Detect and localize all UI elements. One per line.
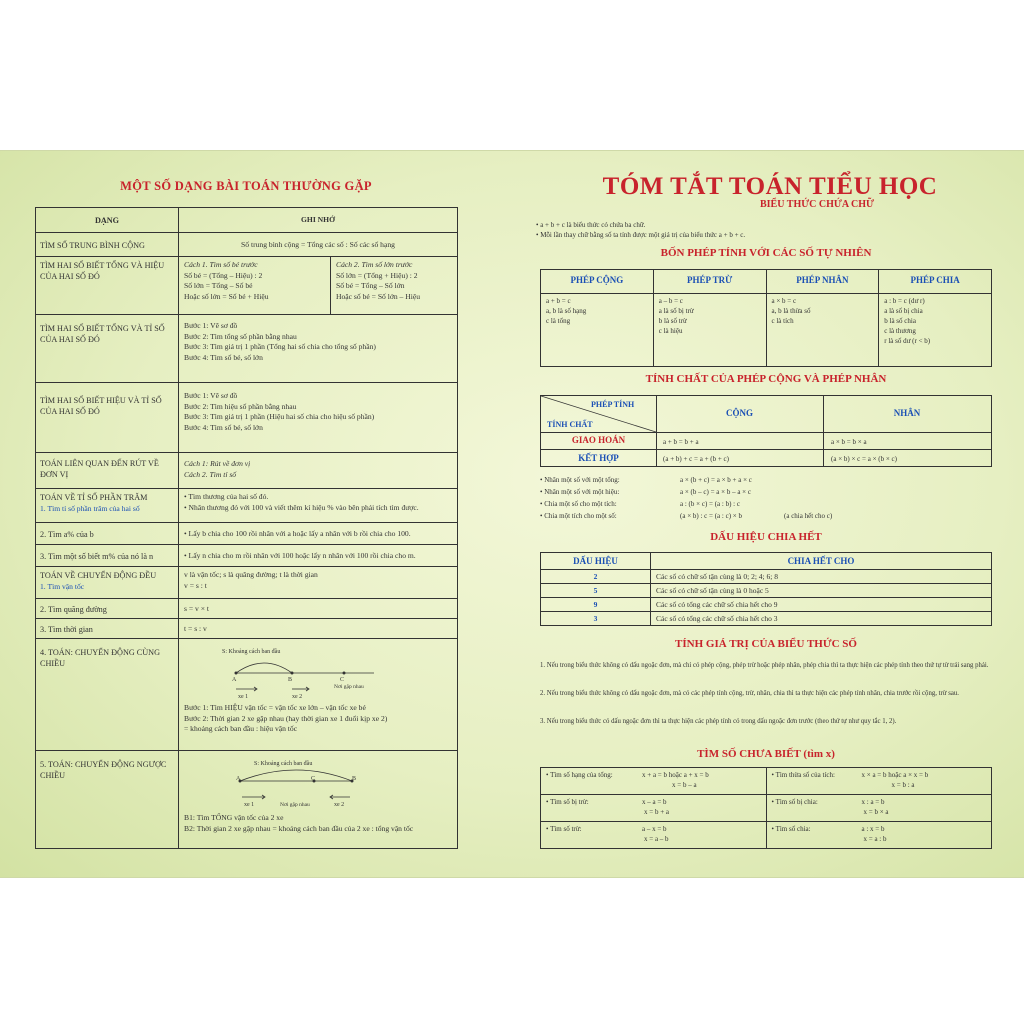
point-label: B [352, 776, 357, 782]
point-label: A [236, 776, 241, 782]
x-cell [541, 768, 767, 795]
extra-expr: (a × b) : c = (a : c) × b [680, 512, 742, 520]
x-eq: a – x = b [642, 825, 667, 833]
x-label: • Tìm số chia: [771, 825, 811, 833]
point-label: A [232, 677, 237, 683]
table-row [36, 566, 457, 598]
x-label: • Tìm số hạng của tổng: [546, 771, 613, 779]
props-table [540, 395, 992, 467]
row-type: TOÁN LIÊN QUAN ĐẾN RÚT VỀ ĐƠN VỊ [36, 453, 179, 488]
ops-line: c là hiệu [658, 327, 683, 335]
table-row [36, 598, 457, 618]
note-line: Hoặc số bé = Số lớn – Hiệu [336, 291, 421, 301]
row-type-sub: 1. Tìm tỉ số phần trăm của hai số [40, 504, 140, 513]
props-title: TÍNH CHẤT CỦA PHÉP CỘNG VÀ PHÉP NHÂN [645, 373, 887, 385]
row-note: • Lấy n chia cho m rồi nhân với 100 hoặc lấy n nhân với 100 rồi chia cho m. [184, 551, 416, 560]
table-row [36, 638, 457, 750]
x-eq: x = b + a [644, 808, 670, 816]
note-line: • Nhân thương đó với 100 và viết thêm kí hiệu % vào bên phải tích tìm được. [184, 502, 419, 512]
ops-line: r là số dư (r < b) [884, 337, 931, 345]
table-row [36, 382, 457, 452]
note-line: Số lớn = (Tổng + Hiệu) : 2 [336, 270, 418, 280]
x-eq: x – a = b [642, 798, 667, 806]
point-label: C [311, 776, 316, 782]
note-line: Bước 4: Tìm số bé, số lớn [184, 422, 263, 432]
row-note [179, 567, 457, 598]
x-cell [766, 822, 992, 849]
divider [541, 432, 991, 433]
note-line: Bước 4: Tìm số bé, số lớn [184, 352, 263, 362]
col-header-note: GHI NHỚ [301, 215, 335, 224]
diag-top-label: PHÉP TÍNH [591, 400, 635, 409]
find-x-table [540, 767, 992, 849]
note-line: v là vận tốc; s là quãng đường; t là thời gian [184, 570, 318, 579]
left-section-title: MỘT SỐ DẠNG BÀI TOÁN THƯỜNG GẶP [120, 179, 372, 193]
props-col-add: CỘNG [726, 408, 753, 418]
row-type: TÌM HAI SỐ BIẾT HIỆU VÀ TỈ SỐ CỦA HAI SỐ ĐÓ [36, 383, 179, 452]
same-direction-diagram [184, 645, 452, 703]
diagram-label: xe 1 [238, 694, 249, 700]
ops-head: PHÉP CHIA [879, 270, 992, 294]
note-line: Cách 1. Tìm số bé trước [184, 260, 258, 269]
x-cell [766, 768, 992, 795]
row-type [36, 567, 179, 598]
props-col-mul: NHÂN [893, 408, 921, 418]
ops-cell [653, 294, 766, 367]
table-row [36, 256, 457, 314]
diagram-label: Nơi gặp nhau [334, 684, 364, 690]
div-rule: Các số có chữ số tận cùng là 0 hoặc 5 [651, 584, 992, 598]
ops-line: a × b = c [771, 297, 797, 305]
main-title: TÓM TẮT TOÁN TIỂU HỌC [602, 173, 938, 200]
ops-cell [766, 294, 879, 367]
eval-rule: 3. Nếu trong biểu thức có dấu ngoặc đơn thì ta thực hiện các phép tính có trong dấu ngoặc đơn trước (theo thứ tự như quy tắc 1, 2). [540, 718, 897, 725]
note-line: Số bé = (Tổng – Hiệu) : 2 [184, 270, 263, 280]
method-2 [331, 257, 457, 314]
row-type-title: TOÁN VỀ CHUYỂN ĐỘNG ĐỀU [40, 571, 157, 580]
ops-line: a : b = c (dư r) [884, 297, 925, 305]
divisibility-table [540, 552, 992, 626]
table-row [36, 522, 457, 544]
diagram-label: xe 2 [292, 694, 303, 700]
row-note: t = s : v [184, 624, 207, 633]
row-note: • Lấy b chia cho 100 rồi nhân với a hoặc lấy a nhân với b rồi chia cho 100. [184, 529, 411, 538]
ops-cell [879, 294, 992, 367]
note-line: Bước 2: Tìm tổng số phần bằng nhau [184, 331, 297, 341]
note-line: Bước 3: Tìm giá trị 1 phần (Hiệu hai số chia cho hiệu số phần) [184, 412, 375, 422]
extra-label: • Nhân một số với một hiệu: [540, 488, 620, 496]
row-type-title: TOÁN VỀ TỈ SỐ PHẦN TRĂM [40, 493, 148, 502]
x-eq: x = b : a [891, 781, 915, 789]
extra-expr: a : (b × c) = (a : b) : c [680, 500, 740, 508]
table-row [36, 452, 457, 488]
extra-label: • Nhân một số với một tổng: [540, 476, 620, 484]
eval-title: TÍNH GIÁ TRỊ CỦA BIỂU THỨC SỐ [675, 638, 857, 650]
row-type: 4. TOÁN: CHUYỂN ĐỘNG CÙNG CHIỀU [36, 639, 179, 750]
div-num: 3 [541, 612, 651, 626]
row-note [179, 751, 457, 848]
note-line: Bước 1: Tìm HIỆU vận tốc = vận tốc xe lớn – vận tốc xe bé [184, 703, 366, 712]
divider [823, 396, 824, 466]
table-row [36, 618, 457, 638]
method-1 [179, 257, 331, 314]
row-note [179, 489, 457, 522]
prop-add: (a + b) + c = a + (b + c) [663, 455, 729, 463]
point-label: C [340, 677, 345, 683]
ops-line: a, b là số hạng [546, 307, 587, 315]
ops-line: a – b = c [658, 297, 683, 305]
row-note [179, 315, 457, 382]
div-head: DẤU HIỆU [541, 553, 651, 570]
ops-line: a là số bị chia [884, 307, 923, 315]
table-row [36, 488, 457, 522]
note-line: v = s : t [184, 580, 207, 590]
extra-label: • Chia một số cho một tích: [540, 500, 617, 508]
ops-head: PHÉP CỘNG [541, 270, 654, 294]
x-eq: a : x = b [861, 825, 885, 833]
ops-line: a, b là thừa số [771, 307, 811, 315]
row-type: TÌM SỐ TRUNG BÌNH CỘNG [36, 233, 179, 256]
table-header-row [36, 208, 457, 232]
div-rule: Các số có tổng các chữ số chia hết cho 3 [651, 612, 992, 626]
row-type: TÌM HAI SỐ BIẾT TỔNG VÀ HIỆU CỦA HAI SỐ ĐÓ [36, 257, 179, 314]
note-line: = khoảng cách ban đầu : hiệu vận tốc [184, 724, 298, 734]
x-label: • Tìm thừa số của tích: [771, 771, 835, 779]
opposite-direction-diagram [184, 757, 452, 813]
row-note [179, 257, 457, 314]
col-header-type: DẠNG [36, 208, 179, 232]
table-row [36, 750, 457, 848]
ops-line: a + b = c [546, 297, 571, 305]
point-label: B [288, 677, 293, 683]
note-line: Bước 3: Tìm giá trị 1 phần (Tổng hai số chia cho tổng số phần) [184, 342, 376, 352]
divider [541, 449, 991, 450]
x-eq: x × a = b hoặc a × x = b [861, 771, 929, 779]
eval-rule: 1. Nếu trong biểu thức không có dấu ngoặc đơn, mà chỉ có phép cộng, phép trừ hoặc phép nhân, phép chia thì ta thực hiện các phép tính theo thứ tự từ trái sang phải. [540, 662, 989, 669]
prop-mul: (a × b) × c = a × (b × c) [831, 455, 897, 463]
note-line: Bước 2: Thời gian 2 xe gặp nhau (hay thời gian xe 1 đuổi kịp xe 2) [184, 713, 388, 723]
diag-bottom-label: TÍNH CHẤT [547, 420, 593, 429]
diagram-label: xe 2 [334, 802, 345, 808]
problem-types-table [35, 207, 458, 849]
x-label: • Tìm số bị chia: [771, 798, 818, 806]
x-label: • Tìm số bị trừ: [546, 798, 589, 806]
note-line: Cách 1: Rút về đơn vị [184, 459, 251, 468]
x-label: • Tìm số trừ: [546, 825, 582, 833]
note-line: Cách 2. Tìm số lớn trước [336, 260, 413, 269]
table-row [36, 544, 457, 566]
prop-name: KẾT HỢP [578, 453, 619, 463]
div-rule: Các số có tổng các chữ số chia hết cho 9 [651, 598, 992, 612]
row-note: s = v × t [184, 604, 210, 613]
x-title: TÌM SỐ CHƯA BIẾT (tìm x) [697, 748, 835, 760]
extra-note: (a chia hết cho c) [784, 512, 833, 520]
x-eq: x + a = b hoặc a + x = b [642, 771, 709, 779]
x-eq: x = a : b [863, 835, 887, 843]
ops-cell [541, 294, 654, 367]
x-cell [541, 822, 767, 849]
ops-head: PHÉP NHÂN [766, 270, 879, 294]
eval-rule: 2. Nếu trong biểu thức không có dấu ngoặc đơn, mà có các phép tính cộng, trừ, nhân, chia thì ta thực hiện các phép tính nhân, chia trước rồi cộng, trừ sau. [540, 690, 959, 697]
ops-line: c là tổng [546, 317, 571, 325]
intro-line: • a + b + c là biểu thức có chứa ba chữ. [536, 221, 646, 229]
row-type: 5. TOÁN: CHUYỂN ĐỘNG NGƯỢC CHIỀU [36, 751, 179, 848]
subtitle: BIỂU THỨC CHỨA CHỮ [760, 199, 874, 210]
prop-add: a + b = b + a [663, 438, 699, 446]
table-row [36, 314, 457, 382]
note-line: B1: Tìm TỔNG vận tốc của 2 xe [184, 813, 284, 822]
extra-expr: a × (b + c) = a × b + a × c [680, 476, 752, 484]
div-title: DẤU HIỆU CHIA HẾT [710, 531, 822, 543]
note-line: Số bé = Tổng – Số lớn [336, 281, 405, 291]
diagram-label: S: Khoảng cách ban đầu [254, 761, 313, 767]
poster [0, 150, 1024, 878]
note-line: Cách 2. Tìm tỉ số [184, 469, 237, 479]
x-eq: x = b × a [863, 808, 889, 816]
row-type [36, 489, 179, 522]
table-row [36, 232, 457, 256]
row-type: 2. Tìm quãng đường [36, 599, 179, 618]
x-eq: x = b – a [672, 781, 697, 789]
ops-line: a là số bị trừ [658, 307, 694, 315]
prop-name: GIAO HOÁN [571, 435, 626, 445]
x-eq: x : a = b [861, 798, 885, 806]
row-note [179, 453, 457, 488]
note-line: Số lớn = Tổng – Số bé [184, 281, 253, 291]
note-line: Bước 2: Tìm hiệu số phần bằng nhau [184, 401, 297, 411]
div-num: 5 [541, 584, 651, 598]
note-line: • Tìm thương của hai số đó. [184, 492, 269, 501]
row-type: 3. Tìm một số biết m% của nó là n [36, 545, 179, 566]
intro-line: • Mỗi lần thay chữ bằng số ta tính được một giá trị của biểu thức a + b + c. [536, 231, 746, 239]
x-cell [766, 795, 992, 822]
x-cell [541, 795, 767, 822]
div-rule: Các số có chữ số tận cùng là 0; 2; 4; 6; 8 [651, 570, 992, 584]
row-type: TÌM HAI SỐ BIẾT TỔNG VÀ TỈ SỐ CỦA HAI SỐ ĐÓ [36, 315, 179, 382]
ops-line: b là số chia [884, 317, 916, 325]
diagram-label: Nơi gặp nhau [280, 802, 310, 808]
diagram-label: S: Khoảng cách ban đầu [222, 649, 281, 655]
ops-title: BỐN PHÉP TÍNH VỚI CÁC SỐ TỰ NHIÊN [660, 247, 872, 259]
extra-label: • Chia một tích cho một số: [540, 512, 617, 520]
diagram-lines [184, 645, 384, 703]
note-line: Bước 1: Vẽ sơ đồ [184, 391, 238, 400]
div-head: CHIA HẾT CHO [651, 553, 992, 570]
ops-line: b là số trừ [658, 317, 687, 325]
div-num: 2 [541, 570, 651, 584]
row-note [179, 383, 457, 452]
x-eq: x = a – b [644, 835, 669, 843]
note-line: Hoặc số lớn = Số bé + Hiệu [184, 291, 269, 301]
prop-mul: a × b = b × a [831, 438, 867, 446]
extra-expr: a × (b – c) = a × b – a × c [680, 488, 751, 496]
divider [656, 396, 657, 466]
row-type-sub: 1. Tìm vận tốc [40, 582, 85, 591]
note-line: B2: Thời gian 2 xe gặp nhau = khoảng cách ban đầu của 2 xe : tổng vận tốc [184, 823, 414, 833]
row-type: 2. Tìm a% của b [36, 523, 179, 544]
ops-table [540, 269, 992, 367]
ops-head: PHÉP TRỪ [653, 270, 766, 294]
diagram-label: xe 1 [244, 802, 255, 808]
row-note [179, 639, 457, 750]
ops-line: c là tích [771, 317, 794, 325]
row-type: 3. Tìm thời gian [36, 619, 179, 638]
ops-line: c là thương [884, 327, 916, 335]
div-num: 9 [541, 598, 651, 612]
note-line: Bước 1: Vẽ sơ đồ [184, 321, 238, 330]
row-note: Số trung bình cộng = Tổng các số : Số các số hạng [241, 240, 395, 249]
